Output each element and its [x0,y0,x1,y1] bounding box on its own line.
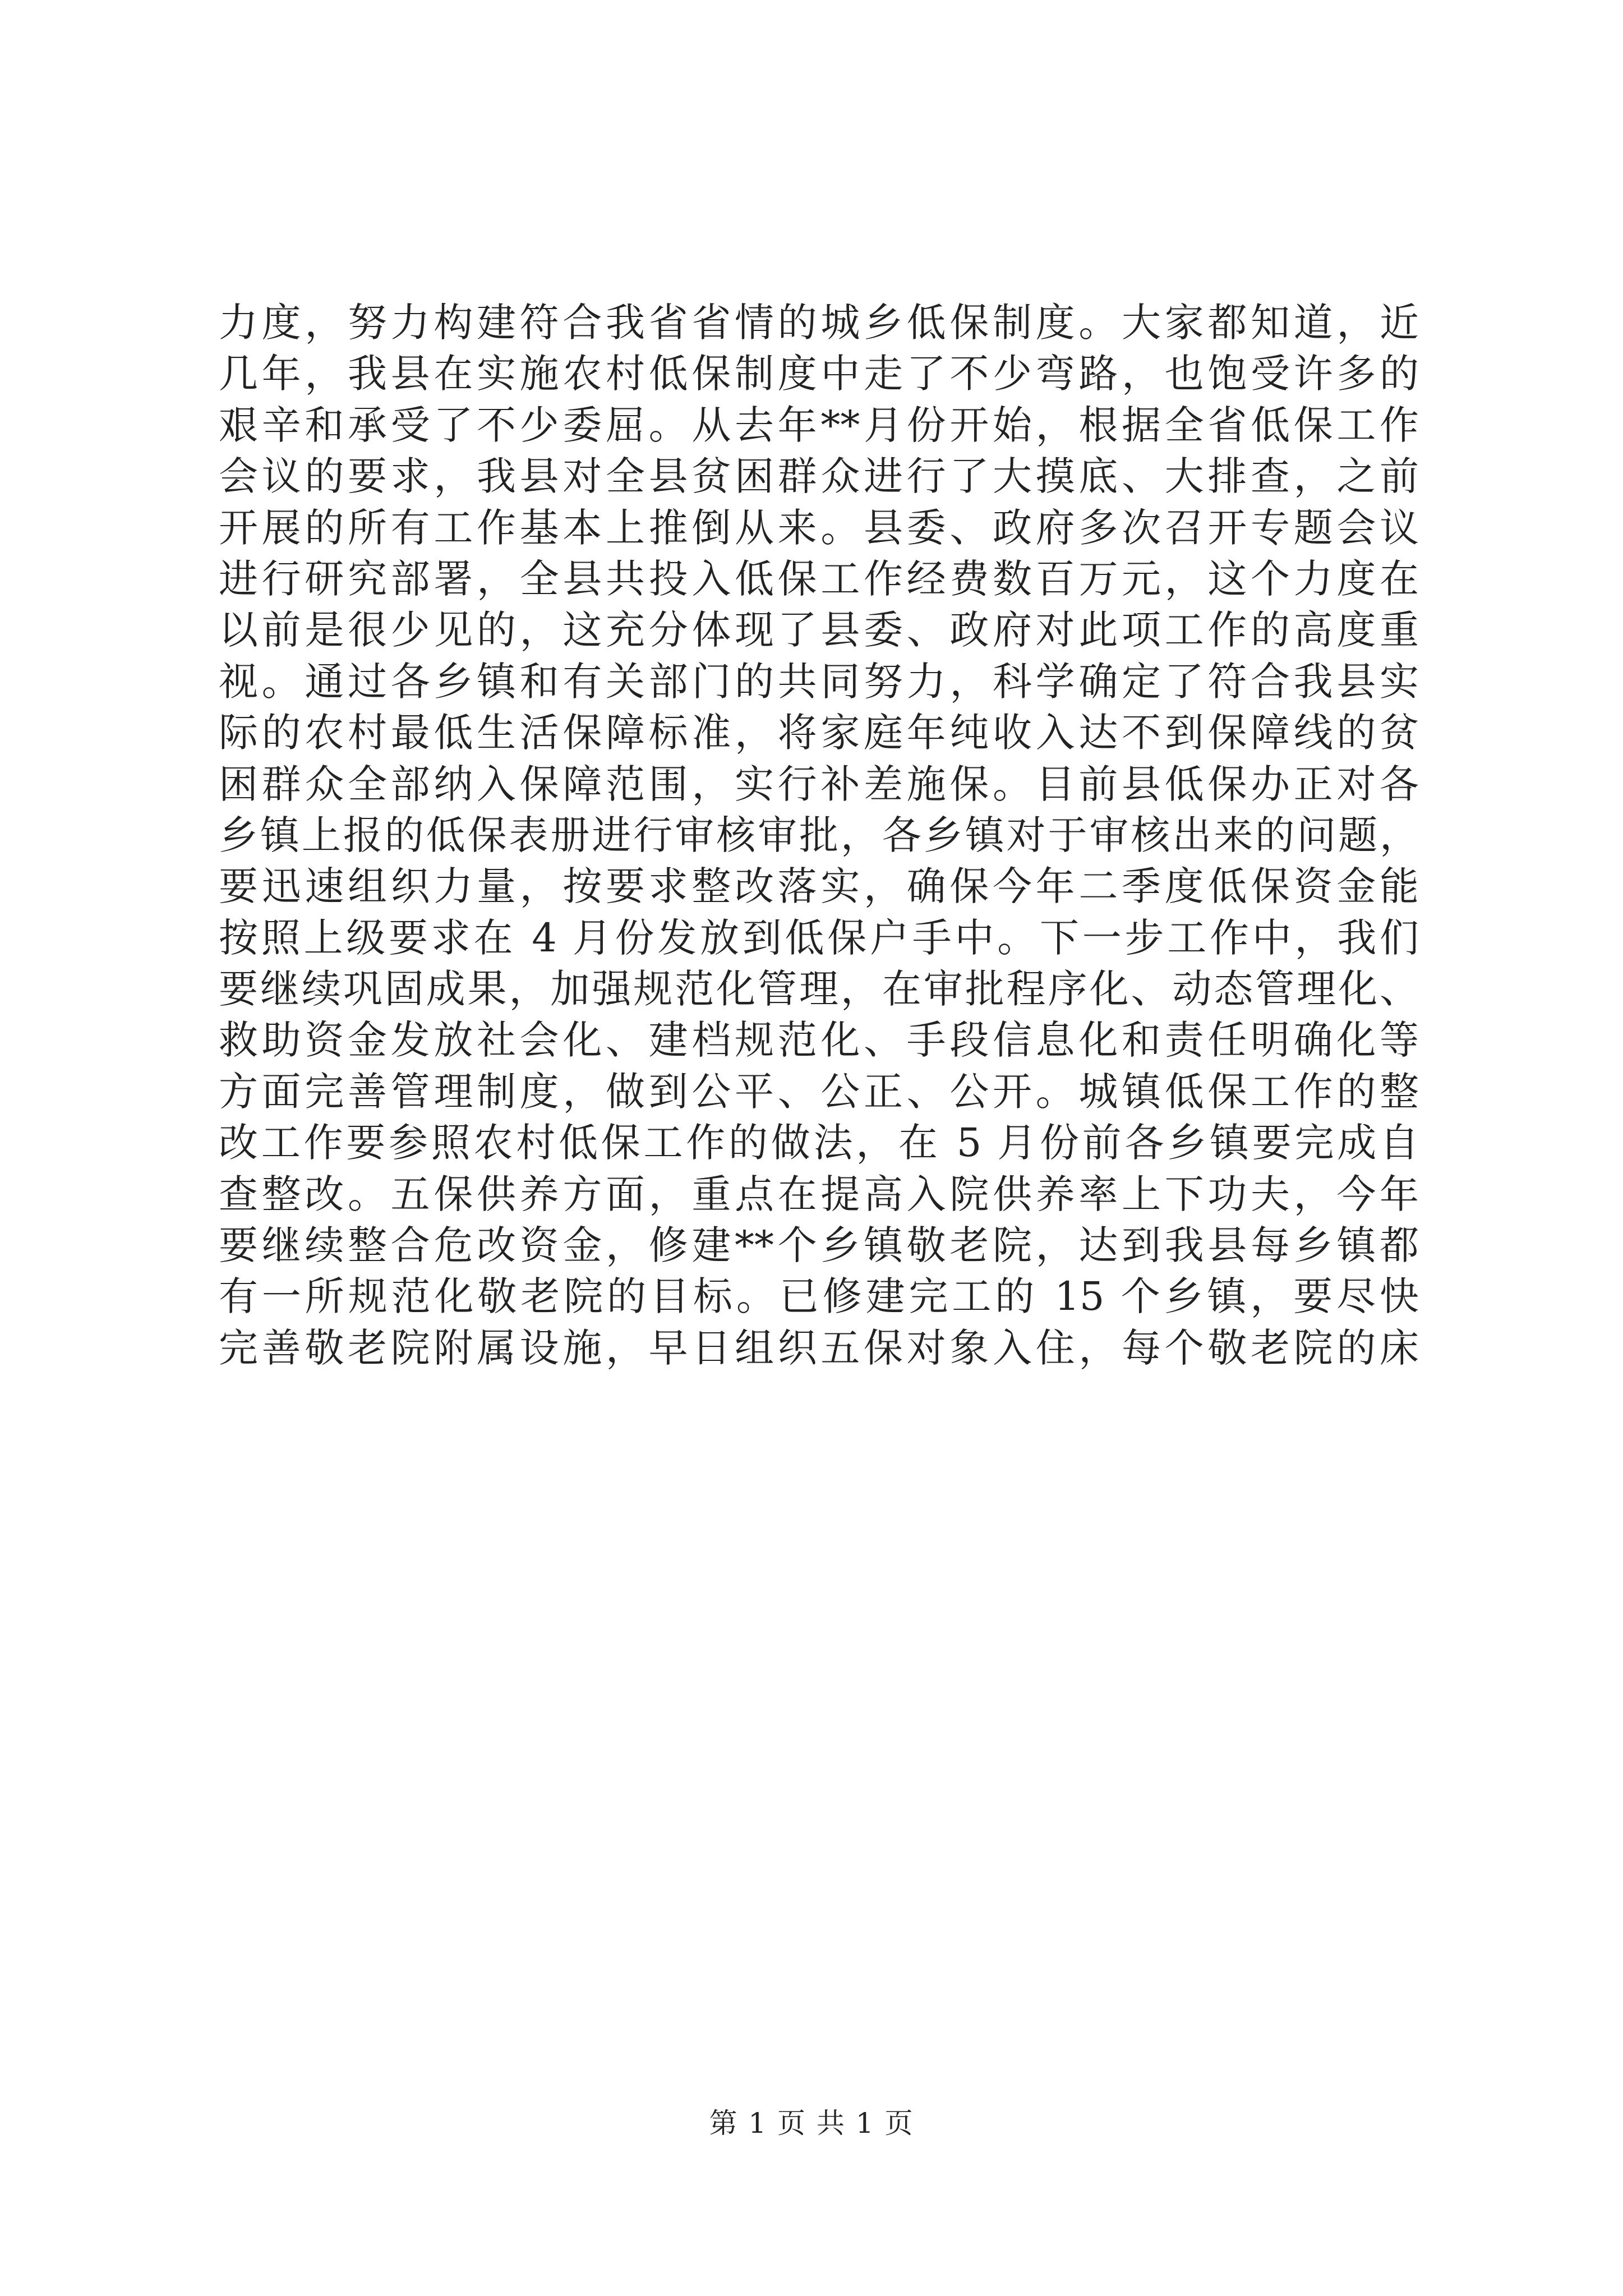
body-line-15: 救助资金发放社会化、建档规范化、手段信息化和责任明确化等 [219,1017,1419,1064]
body-line-12: 要迅速组织力量，按要求整改落实，确保今年二季度低保资金能 [219,863,1419,910]
body-line-2: 几年，我县在实施农村低保制度中走了不少弯路，也饱受许多的 [219,351,1419,397]
body-line-19: 要继续整合危改资金，修建**个乡镇敬老院，达到我县每乡镇都 [219,1222,1419,1269]
page-footer: 第 1 页 共 1 页 [709,2107,914,2139]
document-body [219,297,1419,1374]
body-line-4: 会议的要求，我县对全县贫困群众进行了大摸底、大排查，之前 [219,453,1419,500]
body-line-9: 际的农村最低生活保障标准，将家庭年纯收入达不到保障线的贫 [219,710,1419,756]
body-line-16: 方面完善管理制度，做到公平、公正、公开。城镇低保工作的整 [219,1068,1419,1115]
body-line-10: 困群众全部纳入保障范围，实行补差施保。目前县低保办正对各 [219,761,1419,807]
body-line-7: 以前是很少见的，这充分体现了县委、政府对此项工作的高度重 [219,607,1419,654]
body-line-8: 视。通过各乡镇和有关部门的共同努力，科学确定了符合我县实 [219,658,1419,705]
body-line-6: 进行研究部署，全县共投入低保工作经费数百万元，这个力度在 [219,555,1419,602]
body-line-13: 按照上级要求在 4 月份发放到低保户手中。下一步工作中，我们 [219,914,1419,961]
body-line-11: 乡镇上报的低保表册进行审核审批，各乡镇对于审核出来的问题， [219,812,1419,858]
body-line-18: 查整改。五保供养方面，重点在提高入院供养率上下功夫，今年 [219,1171,1419,1217]
body-line-3: 艰辛和承受了不少委屈。从去年**月份开始，根据全省低保工作 [219,402,1419,448]
body-line-5: 开展的所有工作基本上推倒从来。县委、政府多次召开专题会议 [219,504,1419,551]
body-line-14: 要继续巩固成果，加强规范化管理，在审批程序化、动态管理化、 [219,966,1419,1013]
body-line-21: 完善敬老院附属设施，早日组织五保对象入住，每个敬老院的床 [219,1324,1419,1371]
body-line-17: 改工作要参照农村低保工作的做法，在 5 月份前各乡镇要完成自 [219,1120,1419,1166]
body-line-20: 有一所规范化敬老院的目标。已修建完工的 15 个乡镇，要尽快 [219,1273,1419,1320]
body-line-1: 力度，努力构建符合我省省情的城乡低保制度。大家都知道，近 [219,300,1419,346]
